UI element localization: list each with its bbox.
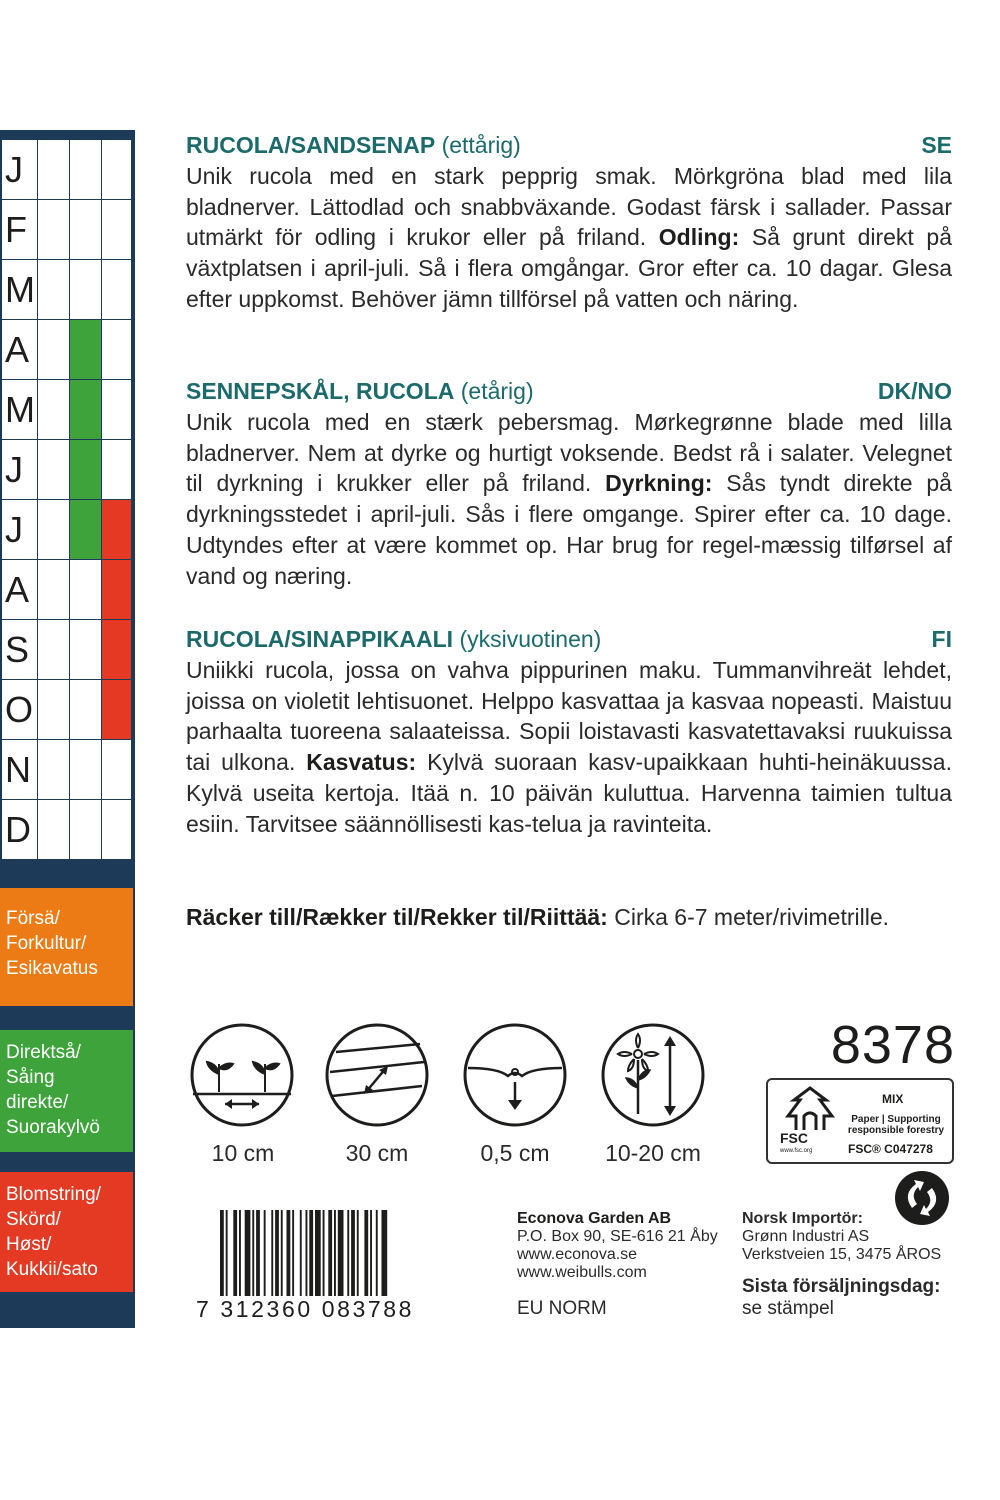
section-title: RUCOLA/SINAPPIKAALI bbox=[186, 626, 454, 652]
month-letter: J bbox=[2, 500, 38, 559]
harvest-cell bbox=[102, 740, 131, 799]
plant-spacing-caption: 10 cm bbox=[211, 1140, 275, 1166]
direct-sowing-cell bbox=[70, 320, 102, 379]
barcode-bar bbox=[364, 1210, 368, 1296]
pre-sowing-cell bbox=[38, 380, 70, 439]
fsc-url: www.fsc.org bbox=[780, 1148, 813, 1154]
last-sale-label bbox=[742, 1276, 940, 1298]
barcode-bar bbox=[287, 1210, 291, 1296]
barcode-bar bbox=[376, 1210, 378, 1296]
barcode-bar bbox=[220, 1210, 224, 1296]
month-row bbox=[2, 140, 131, 200]
section-subtitle: (etårig) bbox=[460, 378, 534, 404]
section-title: SENNEPSKÅL, RUCOLA bbox=[186, 378, 455, 404]
company-name-text: Econova Garden AB bbox=[517, 1210, 672, 1227]
company-po-box: P.O. Box 90, SE-616 21 Åby bbox=[517, 1228, 718, 1245]
legend-pre-sowing-line: Forkultur/ bbox=[6, 933, 87, 954]
barcode-bar bbox=[271, 1210, 273, 1296]
last-sale-label-text: Sista försäljningsdag: bbox=[742, 1276, 941, 1297]
month-letter: N bbox=[2, 740, 38, 799]
legend-direct-sowing-line: Såing bbox=[6, 1067, 55, 1088]
section-heading bbox=[186, 624, 952, 655]
month-row bbox=[2, 380, 131, 440]
importer-name: Grønn Industri AS bbox=[742, 1228, 870, 1245]
legend-direct-sowing-line: Suorakylvö bbox=[6, 1117, 100, 1138]
fsc-label: FSC bbox=[780, 1130, 808, 1146]
coverage-label: Räcker till/Rækker til/Rekker til/Riittää: bbox=[186, 904, 608, 930]
barcode-bar bbox=[252, 1210, 254, 1296]
legend-harvest-line: Kukkii/sato bbox=[6, 1259, 98, 1280]
body-text: Sås tyndt direkte på dyrkningsstedet i april-juli. Sås i flere omgange. Spirer efter ca. 10 dage. Udtyndes efter at være kommet op. Har brug for regel-mæssig tilførsel af vand og næring. bbox=[186, 470, 952, 589]
row-spacing-icon bbox=[324, 1022, 430, 1128]
pre-sowing-cell bbox=[38, 200, 70, 259]
pre-sowing-cell bbox=[38, 620, 70, 679]
pre-sowing-cell bbox=[38, 740, 70, 799]
barcode-bar bbox=[226, 1210, 228, 1296]
body-text: Så grunt direkt på växtplatsen i april-juli. Så i flera omgångar. Gror efter ca. 10 dagar. Glesa efter uppkomst. Behöver jämn tillförsel på vatten och näring. bbox=[186, 224, 952, 312]
month-letter: A bbox=[2, 320, 38, 379]
barcode-bar bbox=[382, 1210, 388, 1296]
legend-direct-sowing-line: Direktså/ bbox=[6, 1042, 81, 1063]
month-row bbox=[2, 440, 131, 500]
row-spacing-caption: 30 cm bbox=[345, 1140, 409, 1166]
direct-sowing-cell bbox=[70, 380, 102, 439]
section-title: RUCOLA/SANDSENAP bbox=[186, 132, 436, 158]
month-row bbox=[2, 500, 131, 560]
section-danish-norwegian bbox=[186, 376, 952, 592]
heading-group bbox=[186, 130, 521, 161]
fsc-mix: MIX bbox=[882, 1092, 904, 1106]
fsc-code: FSC® C047278 bbox=[848, 1142, 933, 1156]
sowing-depth-caption: 0,5 cm bbox=[480, 1140, 550, 1166]
pre-sowing-cell bbox=[38, 560, 70, 619]
barcode-bar bbox=[323, 1210, 325, 1296]
month-letter: O bbox=[2, 680, 38, 739]
legend-pre-sowing bbox=[0, 888, 133, 1006]
barcode-bar bbox=[357, 1210, 359, 1296]
direct-sowing-cell bbox=[70, 260, 102, 319]
pre-sowing-cell bbox=[38, 440, 70, 499]
month-row bbox=[2, 200, 131, 260]
harvest-cell bbox=[102, 140, 131, 199]
section-finnish bbox=[186, 624, 952, 840]
coverage-info bbox=[186, 904, 889, 931]
barcode-bar bbox=[328, 1210, 332, 1296]
sowing-depth-icon bbox=[462, 1022, 568, 1128]
heading-group bbox=[186, 624, 601, 655]
body-bold-label: Dyrkning: bbox=[605, 470, 713, 497]
barcode-bar bbox=[334, 1210, 336, 1296]
direct-sowing-cell bbox=[70, 440, 102, 499]
pre-sowing-cell bbox=[38, 320, 70, 379]
pre-sowing-cell bbox=[38, 260, 70, 319]
harvest-cell bbox=[102, 620, 131, 679]
month-row bbox=[2, 740, 131, 800]
pre-sowing-cell bbox=[38, 680, 70, 739]
barcode-bar bbox=[306, 1210, 308, 1296]
barcode-bar bbox=[309, 1210, 313, 1296]
month-row bbox=[2, 620, 131, 680]
pre-sowing-cell bbox=[38, 500, 70, 559]
plant-height-icon bbox=[600, 1022, 706, 1128]
importer-address: Verkstveien 15, 3475 ÅROS bbox=[742, 1246, 942, 1263]
norwegian-importer bbox=[742, 1210, 941, 1264]
company-website: www.econova.se bbox=[517, 1246, 638, 1263]
harvest-cell bbox=[102, 800, 131, 859]
harvest-cell bbox=[102, 200, 131, 259]
body-text: Unik rucola med en stærk pebersmag. Mørkegrønne blade med lilla bladnerver. Nem at dyrke og hurtigt voksende. Bedst rå i salater. Velegnet til dyrkning i krukker eller på friland. bbox=[186, 408, 952, 497]
harvest-cell bbox=[102, 680, 131, 739]
harvest-cell bbox=[102, 440, 131, 499]
barcode-bar bbox=[300, 1210, 302, 1296]
section-subtitle: (yksivuotinen) bbox=[459, 626, 602, 652]
importer-label-text: Norsk Importör: bbox=[742, 1210, 863, 1227]
legend-harvest-line: Blomstring/ bbox=[6, 1184, 102, 1205]
fsc-mix-label bbox=[766, 1078, 954, 1164]
last-sale-date bbox=[742, 1276, 940, 1320]
eu-norm: EU NORM bbox=[517, 1298, 607, 1319]
body-text: Kylvä suoraan kasv-upaikkaan huhti-heinäkuussa. Kylvä useita kertoja. Itää n. 10 päivän kuluttua. Harvenna taimien tultua esiin. Tarvitsee säännöllisesti kas-telua ja ravinteita. bbox=[186, 749, 952, 837]
section-subtitle: (ettårig) bbox=[441, 132, 521, 158]
direct-sowing-cell bbox=[70, 200, 102, 259]
heading-group bbox=[186, 376, 534, 407]
month-row bbox=[2, 680, 131, 740]
fsc-tree-icon bbox=[782, 1086, 838, 1132]
company-address bbox=[517, 1210, 718, 1282]
month-letter: D bbox=[2, 800, 38, 859]
direct-sowing-cell bbox=[70, 680, 102, 739]
legend-pre-sowing-line: Esikavatus bbox=[6, 958, 98, 979]
barcode-bar bbox=[275, 1210, 279, 1296]
barcode-bar bbox=[256, 1210, 260, 1296]
legend-direct-sowing-line: direkte/ bbox=[6, 1092, 69, 1113]
body-bold-label: Kasvatus: bbox=[306, 749, 417, 776]
direct-sowing-cell bbox=[70, 620, 102, 679]
legend-harvest-line: Skörd/ bbox=[6, 1209, 61, 1230]
coverage-value: Cirka 6-7 meter/rivimetrille. bbox=[607, 904, 889, 930]
barcode-bar bbox=[338, 1210, 344, 1296]
last-sale-value: se stämpel bbox=[742, 1298, 834, 1319]
harvest-cell bbox=[102, 260, 131, 319]
month-row bbox=[2, 560, 131, 620]
harvest-cell bbox=[102, 320, 131, 379]
barcode-bar bbox=[245, 1210, 251, 1296]
legend-direct-sowing bbox=[0, 1030, 133, 1152]
pre-sowing-cell bbox=[38, 800, 70, 859]
language-code: DK/NO bbox=[877, 378, 952, 404]
barcode-bar bbox=[351, 1210, 355, 1296]
body-bold-label: Odling: bbox=[658, 224, 740, 251]
product-number: 8378 bbox=[830, 1015, 955, 1075]
section-heading bbox=[186, 376, 952, 407]
pre-sowing-cell bbox=[38, 140, 70, 199]
body-text: Uniikki rucola, jossa on vahva pippurinen maku. Tummanvihreät lehdet, joissa on violetit lehtisuonet. Helppo kasvattaa ja kasvaa nopeasti. Maistuu parhaalta tuoreena salaateissa. Sopii loistavasti kasvatettavaksi ruukuissa tai ulkona. bbox=[186, 656, 952, 776]
barcode-bar bbox=[370, 1210, 372, 1296]
section-body bbox=[186, 407, 952, 592]
month-letter: F bbox=[2, 200, 38, 259]
direct-sowing-cell bbox=[70, 140, 102, 199]
barcode-bar bbox=[264, 1210, 266, 1296]
barcode-bar bbox=[347, 1210, 349, 1296]
section-body bbox=[186, 161, 952, 315]
barcode-bar bbox=[239, 1210, 241, 1296]
plant-height-caption: 10-20 cm bbox=[605, 1140, 701, 1166]
barcode-bar bbox=[233, 1210, 237, 1296]
month-letter: M bbox=[2, 260, 38, 319]
legend-harvest bbox=[0, 1172, 133, 1292]
legend-harvest-line: Høst/ bbox=[6, 1234, 52, 1255]
direct-sowing-cell bbox=[70, 500, 102, 559]
harvest-cell bbox=[102, 380, 131, 439]
month-letter: J bbox=[2, 440, 38, 499]
body-text: Unik rucola med en stark pepprig smak. Mörkgröna blad med lila bladnerver. Lättodlad och snabbväxande. Godast färsk i sallader. Passar utmärkt för odling i krukor eller på friland. bbox=[186, 162, 952, 251]
company-name bbox=[517, 1210, 718, 1228]
language-code: FI bbox=[931, 626, 952, 652]
section-swedish bbox=[186, 130, 952, 315]
plant-spacing-icon bbox=[189, 1022, 295, 1128]
barcode-bar bbox=[292, 1210, 294, 1296]
section-body bbox=[186, 655, 952, 840]
month-letter: A bbox=[2, 560, 38, 619]
month-letter: J bbox=[2, 140, 38, 199]
month-grid bbox=[2, 140, 131, 860]
legend-pre-sowing-line: Försä/ bbox=[6, 908, 60, 929]
month-letter: M bbox=[2, 380, 38, 439]
section-heading bbox=[186, 130, 952, 161]
harvest-cell bbox=[102, 500, 131, 559]
barcode-bar bbox=[281, 1210, 283, 1296]
month-row bbox=[2, 320, 131, 380]
fsc-description: Paper | Supporting responsible forestry bbox=[847, 1114, 945, 1136]
direct-sowing-cell bbox=[70, 560, 102, 619]
barcode-bar bbox=[315, 1210, 321, 1296]
company-website: www.weibulls.com bbox=[517, 1264, 647, 1281]
language-code: SE bbox=[921, 132, 952, 158]
importer-label bbox=[742, 1210, 941, 1228]
month-row bbox=[2, 800, 131, 860]
month-letter: S bbox=[2, 620, 38, 679]
direct-sowing-cell bbox=[70, 740, 102, 799]
month-row bbox=[2, 260, 131, 320]
harvest-cell bbox=[102, 560, 131, 619]
direct-sowing-cell bbox=[70, 800, 102, 859]
barcode-digits: 7 312360 083788 bbox=[196, 1296, 415, 1322]
